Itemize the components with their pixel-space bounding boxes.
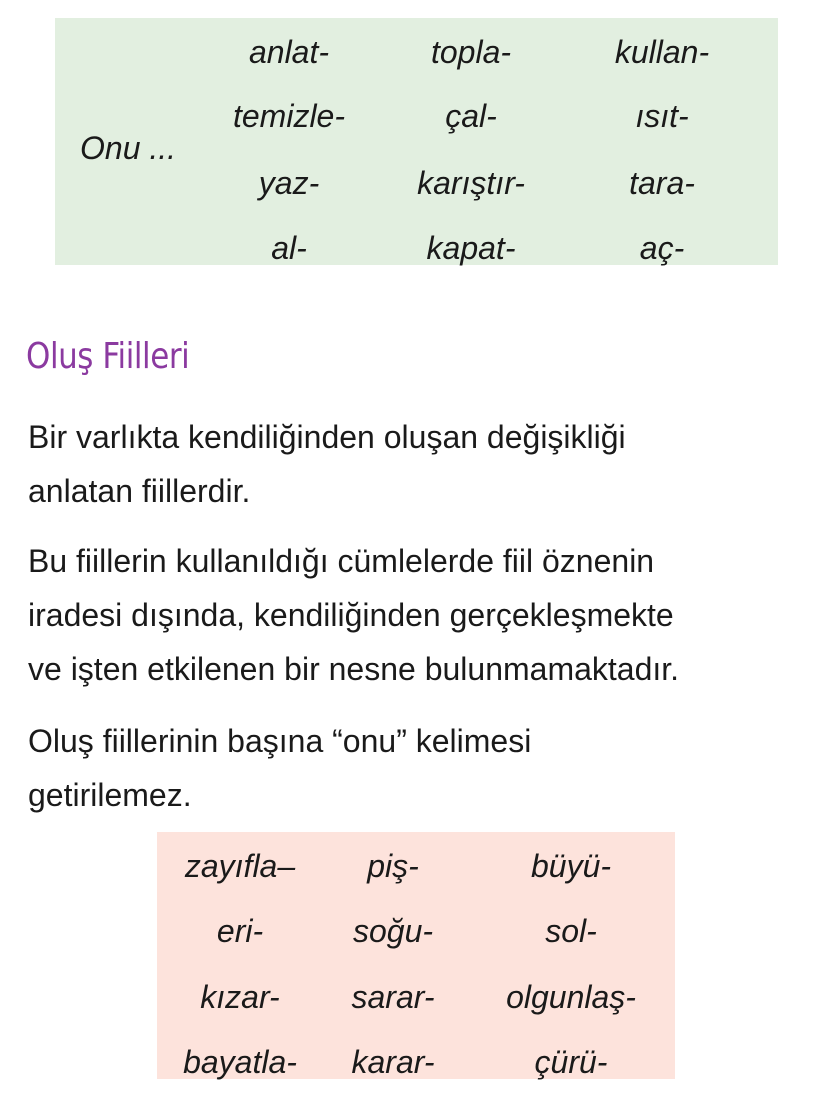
paragraph-line: Bir varlıkta kendiliğinden oluşan değişikliği [28, 419, 626, 455]
verb-cell: zayıfla– [184, 848, 296, 884]
paragraph-explanation [28, 534, 798, 696]
verb-cell: piş- [367, 848, 419, 884]
verb-cell: temizle- [232, 98, 345, 134]
verb-cell: anlat- [248, 34, 330, 70]
verb-cell: bayatla- [183, 1044, 297, 1080]
paragraph-line: Oluş fiillerinin başına “onu” kelimesi [28, 723, 532, 759]
verb-cell: soğu- [352, 913, 434, 949]
verb-cell: kızar- [200, 979, 280, 1015]
paragraph-definition [28, 410, 798, 518]
verb-cell: sarar- [351, 979, 435, 1015]
action-verbs-lead: Onu ... [80, 130, 177, 166]
verb-cell: çal- [445, 98, 497, 134]
verb-cell: olgunlaş- [506, 979, 636, 1015]
verb-cell: büyü- [530, 848, 612, 884]
verb-cell: kapat- [426, 230, 516, 266]
verb-cell: sol- [545, 913, 597, 949]
verb-cell: eri- [216, 913, 264, 949]
verb-cell: ısıt- [635, 98, 689, 134]
paragraph-rule [28, 714, 798, 822]
verb-cell: al- [271, 230, 307, 266]
verb-cell: kullan- [614, 34, 710, 70]
paragraph-line: iradesi dışında, kendiliğinden gerçekleşmekte [28, 597, 674, 633]
verb-cell: karar- [351, 1044, 435, 1080]
verb-cell: karıştır- [417, 165, 525, 201]
verb-cell: yaz- [258, 165, 320, 201]
verb-cell: tara- [629, 165, 695, 201]
paragraph-line: getirilemez. [28, 777, 192, 813]
verb-cell: topla- [430, 34, 512, 70]
verb-cell: çürü- [534, 1044, 608, 1080]
paragraph-line: anlatan fiillerdir. [28, 473, 251, 509]
paragraph-line: Bu fiillerin kullanıldığı cümlelerde fiil öznenin [28, 543, 655, 579]
verb-cell: aç- [639, 230, 685, 266]
section-heading: Oluş Fiilleri [26, 336, 190, 377]
paragraph-line: ve işten etkilenen bir nesne bulunmamaktadır. [28, 651, 680, 687]
